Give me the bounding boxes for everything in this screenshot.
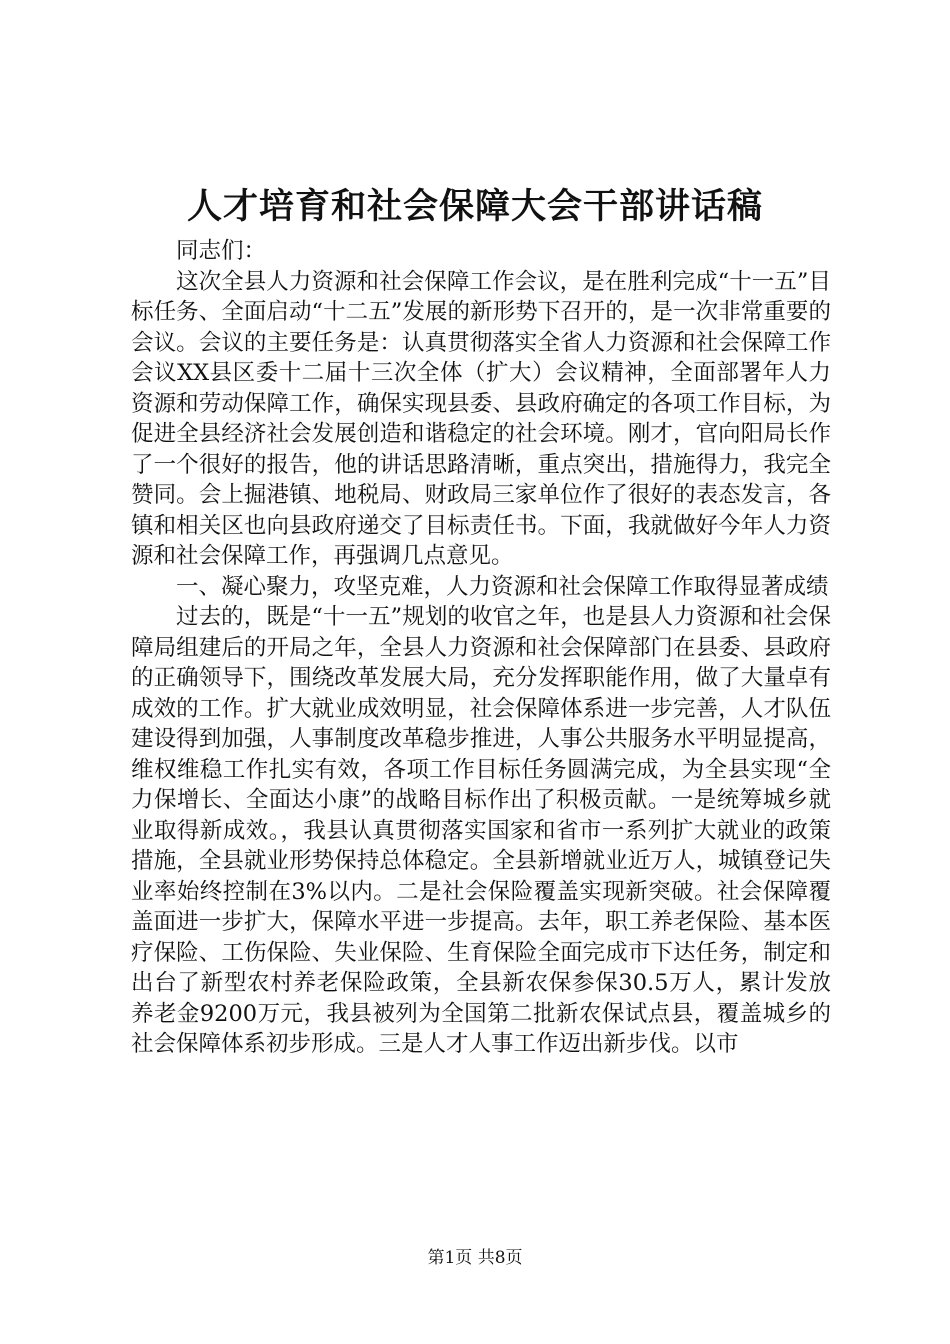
salutation-paragraph: 同志们： [176, 238, 267, 264]
page-footer: 第1页 共8页 [427, 1248, 523, 1268]
document-body [131, 236, 831, 1060]
section-heading: 一、凝心聚力，攻坚克难，人力资源和社会保障工作取得显著成绩 [176, 573, 829, 600]
body-paragraph: 过去的，既是“十一五”规划的收官之年，也是县人力资源和社会保障局组建后的开局之年，全县人力资源和社会保障部门在县委、县政府的正确领导下，围绕改革发展大局，充分发挥职能作用，做了大量卓有成效的工作。扩大就业成效明显，社会保障体系进一步完善，人才队伍建设得到加强，人事制度改革稳步推进，人事公共服务水平明显提高，维权维稳工作扎实有效，各项工作目标任务圆满完成，为全县实现“全力保增长、全面达小康”的战略目标作出了积极贡献。一是统筹城乡就业取得新成效。，我县认真贯彻落实国家和省市一系列扩大就业的政策措施，全县就业形势保持总体稳定。全县新增就业近万人，城镇登记失业率始终控制在3%以内。二是社会保险覆盖实现新突破。社会保障覆盖面进一步扩大，保障水平进一步提高。去年，职工养老保险、基本医疗保险、工伤保险、失业保险、生育保险全面完成市下达任务，制定和出台了新型农村养老保险政策，全县新农保参保30.5万人，累计发放养老金9200万元，我县被列为全国第二批新农保试点县，覆盖城乡的社会保障体系初步形成。三是人才人事工作迈出新步伐。以市 [131, 604, 831, 1057]
document-title: 人才培育和社会保障大会干部讲话稿 [186, 186, 763, 227]
body-paragraph: 这次全县人力资源和社会保障工作会议，是在胜利完成“十一五”目标任务、全面启动“十二五”发展的新形势下召开的，是一次非常重要的会议。会议的主要任务是：认真贯彻落实全省人力资源和社会保障工作会议XX县区委十二届十三次全体（扩大）会议精神，全面部署年人力资源和劳动保障工作，确保实现县委、县政府确定的各项工作目标，为促进全县经济社会发展创造和谐稳定的社会环境。刚才，官向阳局长作了一个很好的报告，他的讲话思路清晰，重点突出，措施得力，我完全赞同。会上掘港镇、地税局、财政局三家单位作了很好的表态发言，各镇和相关区也向县政府递交了目标责任书。下面，我就做好今年人力资源和社会保障工作，再强调几点意见。 [131, 268, 831, 569]
